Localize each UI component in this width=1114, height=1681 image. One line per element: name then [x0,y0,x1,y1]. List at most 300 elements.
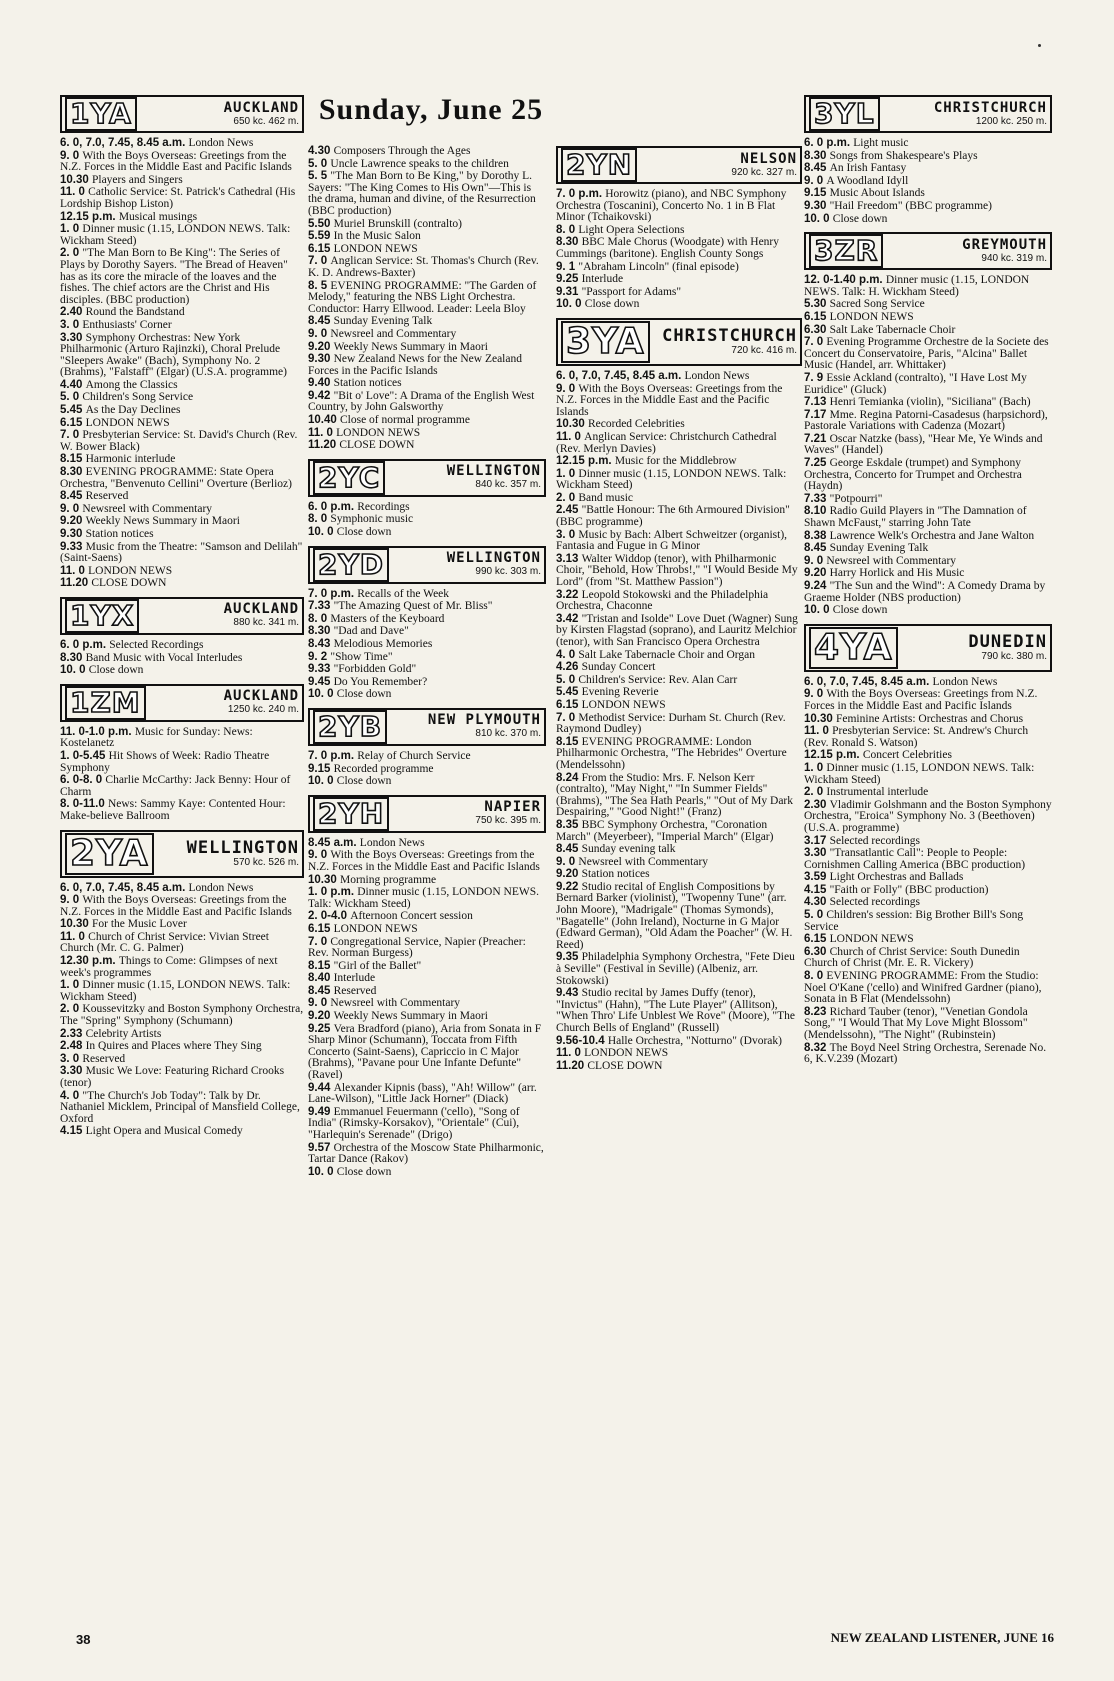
station-city: CHRISTCHURCH [662,325,797,346]
column-3 [556,146,802,1073]
programme-title: Salt Lake Tabernacle Choir [829,323,956,336]
programme-time: 6.30 [804,323,827,336]
station-header-2ya [60,830,304,878]
programme-title: In Quires and Places where They Sing [85,1040,262,1053]
programme-entry [60,932,304,956]
schedule-2yn [556,189,802,312]
programme-title: "Dad and Dave" [333,625,409,638]
programme-time: 8.30 [556,236,579,249]
programme-title: Dinner music (1.15, LONDON NEWS. Talk: Wickham Steed) [60,979,291,1003]
programme-time: 9.42 [308,389,331,402]
programme-time: 5. 5 [308,170,328,183]
programme-time: 2.40 [60,306,83,319]
programme-title: Children's Service: Rev. Alan Carr [578,673,738,686]
programme-time: 8.10 [804,505,827,518]
programme-title: "Transatlantic Call": People to People: Cornishmen Calling America (BBC production) [804,847,1026,871]
programme-time: 2. 0 [804,786,824,799]
programme-title: LONDON NEWS [581,698,666,711]
programme-entry [804,800,1052,836]
programme-time: 7. 0 p.m. [308,587,355,600]
programme-title: Close down [88,664,144,677]
print-speck [1038,44,1041,47]
programme-title: Koussevitzky and Boston Symphony Orchestra, The "Spring" Symphony (Schumann) [60,1003,304,1028]
programme-title: Among the Classics [85,378,178,391]
programme-title: Vladimir Golshmann and the Boston Symphony Orchestra, "Eroica" Symphony No. 3 (Beethoven) (U.S.A. programme) [804,798,1052,834]
programme-entry [556,988,802,1035]
programme-time: 5. 0 [308,157,328,170]
station-frequency: 880 kc. 341 m. [233,617,299,629]
programme-time: 11. 0 [308,426,333,439]
programme-time: 7. 0 p.m. [308,749,355,762]
programme-title: Oscar Natzke (bass), "Hear Me, Ye Winds and Waves" (Handel) [804,432,1043,457]
programme-title: Musical musings [118,210,198,223]
programme-title: Music We Love: Featuring Richard Crooks (tenor) [60,1065,285,1089]
programme-time: 4.15 [60,1125,83,1138]
programme-title: Henri Temianka (violin), "Siciliana" (Bach) [829,396,1031,409]
programme-entry [60,1091,304,1127]
station-logo: 2YB [313,710,387,744]
schedule-3ya [556,371,802,1073]
programme-entry [308,256,546,280]
programme-entry [60,248,304,307]
programme-entry [60,1066,304,1090]
station-header-1yx [60,597,304,635]
programme-time: 3.59 [804,871,827,884]
programme-title: "Passport for Adams" [581,285,682,298]
programme-time: 8.45 [308,984,331,997]
programme-time: 10. 0 [804,604,830,617]
programme-time: 4.40 [60,378,83,391]
station-city: WELLINGTON [446,463,541,480]
schedule-2yb [308,751,546,789]
programme-time: 5. 0 [804,909,824,922]
station-frequency: 1200 kc. 250 m. [975,115,1047,127]
programme-title: "The Man Born to Be King," by Dorothy L. Sayers: "The King Comes to His Own"—This is the drama, human and divine, of the Resurrection (BBC production) [308,170,536,217]
programme-title: Richard Tauber (tenor), "Venetian Gondola Song," "I Would That My Love Might Blossom" (Mendelssohn), "The Night" (Rubinstein) [804,1005,1028,1041]
programme-title: From the Studio: Mrs. F. Nelson Kerr (contralto), "May Night," "In Summer Fields" (Brahms), "The Sea Hath Pearls," "Out of My Dark Despairing," "Good Night!" (Franz) [556,771,794,819]
programme-time: 7.21 [804,432,827,445]
programme-title: Masters of the Keyboard [330,612,445,625]
programme-title: Interlude [333,972,376,985]
programme-time: 7.33 [308,600,331,613]
programme-entry [804,726,1052,750]
programme-title: Enthusiasts' Corner [82,318,172,331]
programme-time: 8.45 a.m. [308,836,357,849]
programme-time: 8.38 [804,529,827,542]
programme-entry [60,467,304,491]
station-header-1zm [60,684,304,722]
station-frequency: 570 kc. 526 m. [233,856,299,868]
programme-time: 10.40 [308,414,337,427]
programme-title: Recalls of the Week [357,587,450,600]
programme-title: London News [359,836,425,849]
programme-title: Melodious Memories [333,638,433,650]
programme-time: 8.40 [308,972,331,985]
programme-time: 7.33 [804,492,827,505]
page-footer: NEW ZEALAND LISTENER, JUNE 16 [830,1630,1054,1645]
programme-entry [804,581,1052,605]
programme-entry [804,214,1052,227]
programme-entry [804,337,1052,373]
programme-time: 3.30 [60,1065,83,1078]
programme-entry [308,527,546,540]
programme-title: "The Man Born to Be King": The Series of Plays by Dorothy Sayers. "The Bread of Heaven" has as its core the miracle of the loaves and the fishes. The chief actors are the Christ and His disciples. (BBC production) [60,247,288,306]
programme-title: Weekly News Summary in Maori [333,340,488,353]
programme-title: Do You Remember? [333,675,428,688]
schedule-1zm [60,727,304,824]
programme-time: 3.30 [60,331,83,344]
programme-time: 11.20 [60,577,89,590]
programme-title: LONDON NEWS [333,922,418,935]
programme-time: 9.33 [60,540,83,553]
programme-title: Station notices [333,377,402,390]
programme-time: 6.15 [60,416,83,429]
programme-time: 9.22 [556,880,579,893]
programme-time: 9.45 [308,675,331,688]
programme-time: 7.25 [804,457,827,470]
programme-time: 8.45 [804,542,827,555]
programme-time: 8.30 [60,466,83,479]
programme-title: Composers Through the Ages [333,145,471,157]
programme-time: 8.45 [60,490,83,503]
programme-title: "Show Time" [330,650,393,663]
programme-title: Songs from Shakespeare's Plays [829,149,978,162]
schedule-4ya [804,677,1052,1067]
programme-time: 9.20 [804,567,827,580]
programme-entry [60,578,304,591]
programme-time: 3.30 [804,847,827,860]
programme-time: 10.30 [308,873,337,886]
station-city: DUNEDIN [968,631,1047,652]
station-city: NAPIER [484,799,541,816]
programme-entry [556,530,802,554]
programme-time: 5.45 [556,686,579,699]
station-city: NELSON [740,150,797,167]
programme-title: EVENING PROGRAMME: State Opera Orchestra, "Benvenuto Cellini" Overture (Berlioz) [60,466,292,490]
programme-time: 4.30 [804,896,827,909]
programme-title: Newsreel with Commentary [578,855,709,868]
programme-title: Music from the Theatre: "Samson and Delilah" (Saint-Saens) [60,540,303,565]
programme-time: 9.25 [308,1022,331,1035]
programme-time: 2.33 [60,1027,83,1040]
programme-time: 9.24 [804,580,827,592]
programme-title: For the Music Lover [91,918,187,931]
programme-time: 1. 0 [556,467,576,480]
page-title: Sunday, June 25 [318,93,544,126]
programme-title: LONDON NEWS [336,426,421,439]
programme-title: Presbyterian Service: St. David's Church (Rev. W. Bower Black) [60,429,298,453]
programme-title: LONDON NEWS [829,933,914,946]
programme-title: Newsreel with Commentary [826,554,957,567]
programme-time: 9.15 [804,187,827,200]
programme-time: 11. 0 [556,430,581,443]
programme-title: Music for the Middlebrow [614,455,737,468]
programme-title: "Forbidden Gold" [333,663,417,676]
station-frequency: 720 kc. 416 m. [731,344,797,356]
programme-title: Walter Widdop (tenor), with Philharmonic Choir, "Behold, How Throbs!," "I Would Beside My Lord" (from "St. Matthew Passion") [556,552,798,589]
programme-title: LONDON NEWS [584,1047,669,1060]
programme-entry [804,410,1052,434]
programme-title: Recorded Celebrities [587,418,685,431]
programme-title: A Woodland Idyll [826,174,909,187]
programme-title: Anglican Service: Christchurch Cathedral (Rev. Merlyn Davies) [556,430,777,455]
programme-entry [308,171,546,218]
schedule-3zr [804,275,1052,618]
programme-time: 8.30 [804,149,827,162]
programme-time: 10. 0 [308,775,334,788]
programme-title: Salt Lake Tabernacle Choir and Organ [578,648,756,661]
programme-entry [556,614,802,650]
programme-title: George Eskdale (trumpet) and Symphony Orchestra, Concerto for Trumpet and Orchestra (Haydn) [804,457,1022,493]
programme-time: 6.15 [804,310,827,323]
programme-time: 9. 2 [308,650,328,663]
programme-time: 6.30 [804,945,827,958]
programme-title: Church of Christ Service: Vivian Street Church (Mr. C. G. Palmer) [60,930,269,955]
programme-time: 8.24 [556,771,579,784]
programme-title: Sunday Concert [581,661,656,674]
programme-entry [60,665,304,678]
programme-time: 6.15 [556,698,579,711]
station-logo: 3YA [561,321,650,363]
station-logo: 2YN [561,148,637,182]
programme-title: Radio Guild Players in "The Damnation of Shawn McFaust," starring John Tate [804,505,1027,530]
programme-title: EVENING PROGRAMME: "The Garden of Melody," featuring the NBS Light Orchestra. Conductor: Harry Ellwood. Leader: Leela Bloy [308,279,537,315]
station-header-4ya [804,624,1052,672]
programme-title: Light music [853,137,909,149]
programme-entry [804,1007,1052,1043]
programme-time: 12.15 p.m. [556,455,612,468]
programme-title: Close down [832,604,888,617]
programme-title: Weekly News Summary in Maori [333,1010,488,1023]
programme-entry [308,850,546,874]
programme-title: Weekly News Summary in Maori [85,515,240,528]
programme-time: 4.15 [804,883,827,896]
programme-title: Reserved [82,1052,126,1065]
programme-time: 9.25 [556,273,579,286]
programme-time: 9. 0 [308,849,328,862]
programme-time: 10.30 [60,918,89,931]
programme-time: 6. 0 p.m. [804,137,851,149]
programme-entry [804,1043,1052,1067]
programme-title: Music About Islands [829,187,925,200]
programme-time: 8. 0-11.0 [60,798,105,811]
programme-title: Instrumental interlude [826,786,929,799]
programme-time: 3.22 [556,588,579,601]
programme-title: Sacred Song Service [829,298,925,311]
programme-entry [308,776,546,789]
programme-title: Mme. Regina Patorni-Casadesus (harpsichord), Pastorale Variations with Cadenza (Mozart) [804,408,1048,433]
programme-title: LONDON NEWS [88,564,173,577]
programme-title: "Bit o' Love": A Drama of the English West Country, by John Galsworthy [308,389,535,414]
programme-title: Dinner music (1.15, LONDON NEWS. Talk: Wickham Steed) [60,223,291,247]
programme-entry [556,590,802,614]
programme-entry [60,980,304,1004]
programme-entry [556,554,802,590]
programme-time: 12.15 p.m. [804,749,860,762]
programme-entry [556,1061,802,1074]
programme-title: Sunday Evening Talk [333,315,433,328]
programme-title: Interlude [581,273,624,286]
programme-time: 8. 0 [308,513,328,526]
programme-time: 2.48 [60,1040,83,1053]
schedule-1ya [60,138,304,591]
programme-title: Morning programme [339,873,437,886]
programme-entry [60,430,304,454]
programme-time: 9.57 [308,1141,331,1154]
station-logo: 2YH [313,797,389,831]
programme-title: Afternoon Concert session [350,910,473,923]
programme-time: 10.30 [556,418,585,431]
programme-entry [60,727,304,751]
programme-time: 7. 0 p.m. [556,188,603,200]
station-logo: 2YD [313,548,389,582]
programme-entry [804,506,1052,530]
schedule-2ya [60,883,304,1139]
programme-time: 10. 0 [804,212,830,225]
station-header-2yb [308,708,546,746]
station-logo: 1ZM [65,686,146,720]
programme-title: Lawrence Welk's Orchestra and Jane Walton [829,529,1035,542]
programme-entry [308,281,546,317]
programme-title: Evening Reverie [581,686,659,699]
programme-time: 9.20 [308,1010,331,1023]
programme-time: 2. 0-4.0 [308,910,347,923]
programme-time: 5. 0 [556,673,576,686]
station-frequency: 1250 kc. 240 m. [227,704,299,716]
programme-time: 9.49 [308,1105,331,1118]
programme-title: With the Boys Overseas: Greetings from the N.Z. Forces in the Middle East and Pacific Islands [60,894,292,918]
programme-title: The Boyd Neel String Orchestra, Serenade No. 6, K.V.239 (Mozart) [804,1041,1047,1066]
programme-entry [804,434,1052,458]
station-logo: 2YA [65,833,154,875]
programme-title: London News [932,675,998,688]
programme-time: 9. 0 [556,855,576,868]
programme-time: 10.30 [60,173,89,186]
programme-time: 6. 0-8. 0 [60,774,103,787]
programme-entry [60,224,304,248]
programme-entry [556,773,802,820]
programme-title: LONDON NEWS [85,416,170,429]
programme-title: BBC Male Chorus (Woodgate) with Henry Cummings (baritone). English County Songs [556,236,780,260]
programme-time: 10. 0 [556,298,582,311]
programme-time: 8.35 [556,818,579,831]
programme-entry [308,391,546,415]
programme-time: 4.26 [556,661,579,674]
programme-title: Close of normal programme [339,414,470,427]
programme-title: Close down [584,298,640,311]
programme-title: With the Boys Overseas: Greetings from the N.Z. Forces in the Middle East and Pacific Islands [308,849,540,873]
programme-entry [60,542,304,566]
programme-entry [556,384,802,420]
programme-title: Essie Ackland (contralto), "I Have Lost My Euridice" (Gluck) [804,371,1027,396]
programme-entry [308,887,546,911]
programme-title: Selected Recordings [109,638,204,651]
programme-time: 9. 0 [60,894,80,907]
programme-title: Dinner music (1.15, LONDON NEWS. Talk: Wickham Steed) [804,761,1035,786]
station-header-2yc [308,459,546,497]
programme-title: Reserved [333,984,377,997]
station-logo: 3ZR [809,234,883,268]
programme-time: 9.20 [308,340,331,353]
station-frequency: 810 kc. 370 m. [475,728,541,740]
programme-title: With the Boys Overseas: Greetings from the N.Z. Forces in the Middle East and Pacific Islands [60,149,292,174]
programme-title: Dinner music (1.15, LONDON NEWS. Talk: Wickham Steed) [308,886,539,910]
programme-time: 8. 5 [308,279,328,292]
programme-time: 9.33 [308,663,331,676]
programme-entry [804,763,1052,787]
programme-title: Symphonic music [330,513,414,526]
programme-entry [556,237,802,261]
programme-entry [556,820,802,844]
programme-time: 6. 0, 7.0, 7.45, 8.45 a.m. [60,137,186,149]
programme-title: "Hail Freedom" (BBC programme) [829,199,992,212]
programme-time: 3. 0 [556,528,576,541]
programme-time: 8.15 [308,959,331,972]
programme-time: 9.30 [308,353,331,366]
programme-entry [60,187,304,211]
programme-title: EVENING PROGRAMME: From the Studio: Noel O'Kane ('cello) and Winifred Gardner (piano), Sonata in B Flat (Mendelssohn) [804,970,1042,1006]
programme-entry [804,458,1052,494]
station-city: WELLINGTON [446,550,541,567]
page-number: 38 [76,1632,91,1647]
programme-entry [308,440,546,453]
programme-time: 9. 0 [556,382,576,395]
programme-title: Recordings [357,500,410,513]
programme-title: CLOSE DOWN [91,577,167,590]
programme-title: Methodist Service: Durham St. Church (Rev. Raymond Dudley) [556,711,786,736]
programme-title: As the Day Declines [85,404,181,417]
programme-title: LONDON NEWS [829,310,914,323]
programme-entry [556,469,802,493]
programme-title: Newsreel with Commentary [82,502,213,515]
programme-title: Uncle Lawrence speaks to the children [330,157,509,170]
station-frequency: 650 kc. 462 m. [233,115,299,127]
programme-time: 5. 0 [60,391,80,404]
programme-title: Close down [336,775,392,788]
programme-time: 4. 0 [60,1089,80,1102]
programme-time: 9. 1 [556,260,576,273]
programme-time: 3.42 [556,612,579,625]
programme-title: Relay of Church Service [357,749,471,762]
programme-title: Music for Sunday: News: Kostelanetz [60,725,253,750]
programme-entry [556,432,802,456]
programme-title: Halle Orchestra, "Notturno" (Dvorak) [607,1034,782,1047]
programme-time: 8.32 [804,1041,827,1054]
programme-time: 9.40 [308,377,331,390]
programme-entry [556,505,802,529]
programme-entry [556,189,802,225]
programme-title: With the Boys Overseas: Greetings from N.Z. Forces in the Middle East and Pacific Islands [804,688,1038,712]
programme-title: Anglican Service: St. Thomas's Church (Rev. K. D. Andrews-Baxter) [308,255,539,279]
programme-title: Leopold Stokowski and the Philadelphia Orchestra, Chaconne [556,588,769,613]
programme-title: Close down [336,526,392,539]
programme-entry [60,1126,304,1139]
schedule-2yc [308,502,546,540]
programme-title: Philadelphia Symphony Orchestra, "Fete Dieu à Seville" (Festival in Seville) (Albeniz, arr. Stokowski) [556,951,795,987]
programme-time: 6. 0, 7.0, 7.45, 8.45 a.m. [556,369,682,382]
programme-title: "Tristan and Isolde" Love Duet (Wagner) Sung by Kirsten Flagstad (soprano), and Lauritz Melchior (tenor), with San Francisco Opera Orchestra [556,612,798,648]
programme-title: Concert Celebrities [862,749,952,762]
programme-time: 9.43 [556,987,579,1000]
programme-title: Charlie McCarthy: Jack Benny: Hour of Charm [60,774,291,798]
programme-time: 8. 0 [556,223,576,236]
programme-title: Studio recital of English Compositions by Bernard Barker (violinist), "Twopenny Tune" (arr. John Moore), "Madrigale" (Thomas Symonds), "Bagatelle" (John Ireland), Nocturne in G Major (Edward German), "Old Adam the Poacher" (W. H. Reed) [556,880,793,951]
programme-title: CLOSE DOWN [339,439,415,452]
programme-title: Sunday Evening Talk [829,542,929,555]
station-logo: 1YX [65,599,139,633]
programme-entry [804,971,1052,1007]
programme-time: 9.20 [556,868,579,881]
